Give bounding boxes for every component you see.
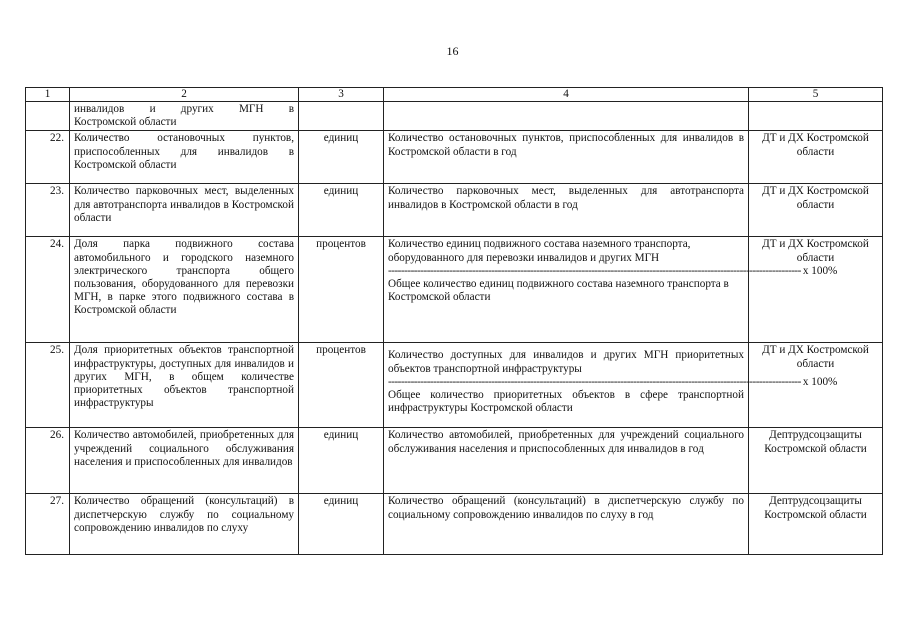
table-row — [26, 184, 883, 237]
indicator-name — [70, 102, 299, 131]
calculation — [384, 102, 749, 131]
header-row — [26, 88, 883, 102]
row-number — [26, 102, 70, 131]
indicator-name: Количество парковочных мест, выделенных для автотранспорта инвалидов в Костромской области — [70, 184, 299, 237]
table-row — [26, 494, 883, 555]
row-number: 26. — [26, 428, 70, 494]
header-col-2: 2 — [70, 88, 299, 102]
responsible: ДТ и ДХ Костромской области — [749, 237, 883, 343]
indicator-name: Количество остановочных пунктов, приспособленных для инвалидов в Костромской области — [70, 131, 299, 184]
formula-numerator: Количество доступных для инвалидов и других МГН приоритетных объектов транспортной инфраструктуры — [388, 349, 744, 375]
fraction-line — [388, 375, 838, 389]
row-number: 23. — [26, 184, 70, 237]
formula-multiplier: х 100% — [802, 264, 838, 277]
unit: процентов — [299, 237, 384, 343]
row-number: 25. — [26, 343, 70, 428]
row-number: 22. — [26, 131, 70, 184]
unit: единиц — [299, 131, 384, 184]
responsible — [749, 102, 883, 131]
responsible: ДТ и ДХ Костромской области — [749, 343, 883, 428]
unit — [299, 102, 384, 131]
fraction-dashes: -------------------------------------------------------------------------------------------------------------------------------- — [388, 264, 801, 277]
indicator-name: Доля приоритетных объектов транспортной инфраструктуры, доступных для инвалидов и других МГН, в общем количестве приоритетных объектов транспортной инфраструктуры — [70, 343, 299, 428]
table-row — [26, 428, 883, 494]
calculation: Количество остановочных пунктов, приспособленных для инвалидов в Костромской области в год — [384, 131, 749, 184]
header-col-5: 5 — [749, 88, 883, 102]
formula-multiplier: х 100% — [802, 375, 838, 388]
table-row — [26, 237, 883, 343]
responsible: ДТ и ДХ Костромской области — [749, 131, 883, 184]
table-row — [26, 343, 883, 428]
header-col-3: 3 — [299, 88, 384, 102]
indicator-name: Доля парка подвижного состава автомобильного и городского наземного электрического транспорта общего пользования, оборудованного для перевозки МГН, в парке этого подвижного состава в Костромской области — [70, 237, 299, 343]
name-line: Костромской области — [74, 116, 177, 129]
calculation: Количество парковочных мест, выделенных для автотранспорта инвалидов в Костромской области в год — [384, 184, 749, 237]
fraction-line — [388, 264, 838, 278]
header-col-1: 1 — [26, 88, 70, 102]
page-number: 16 — [446, 44, 459, 58]
formula-numerator: Количество единиц подвижного состава наземного транспорта, оборудованного для перевозки инвалидов и других МГН — [388, 238, 691, 264]
unit: единиц — [299, 184, 384, 237]
calculation: Количество обращений (консультаций) в диспетчерскую службу по социальному сопровождению инвалидов по слуху в год — [384, 494, 749, 555]
formula-denominator: Общее количество приоритетных объектов в сфере транспортной инфраструктуры Костромской области — [388, 389, 744, 415]
responsible: Дептрудсоцзащиты Костромской области — [749, 428, 883, 494]
unit: процентов — [299, 343, 384, 428]
table-row-continuation — [26, 102, 883, 131]
fraction-dashes: -------------------------------------------------------------------------------------------------------------------------------- — [388, 375, 801, 388]
responsible: Дептрудсоцзащиты Костромской области — [749, 494, 883, 555]
formula-denominator: Общее количество единиц подвижного состава наземного транспорта в Костромской области — [388, 278, 729, 304]
indicator-name: Количество обращений (консультаций) в диспетчерскую службу по социальному сопровождению инвалидов по слуху — [70, 494, 299, 555]
header-col-4: 4 — [384, 88, 749, 102]
unit: единиц — [299, 428, 384, 494]
unit: единиц — [299, 494, 384, 555]
responsible: ДТ и ДХ Костромской области — [749, 184, 883, 237]
indicators-table — [25, 87, 883, 555]
name-line: инвалидов и других МГН в — [74, 103, 294, 115]
table-row — [26, 131, 883, 184]
row-number: 27. — [26, 494, 70, 555]
row-number: 24. — [26, 237, 70, 343]
calculation: Количество автомобилей, приобретенных для учреждений социального обслуживания населения и приспособленных для инвалидов в год — [384, 428, 749, 494]
indicator-name: Количество автомобилей, приобретенных для учреждений социального обслуживания населения и приспособленных для инвалидов — [70, 428, 299, 494]
